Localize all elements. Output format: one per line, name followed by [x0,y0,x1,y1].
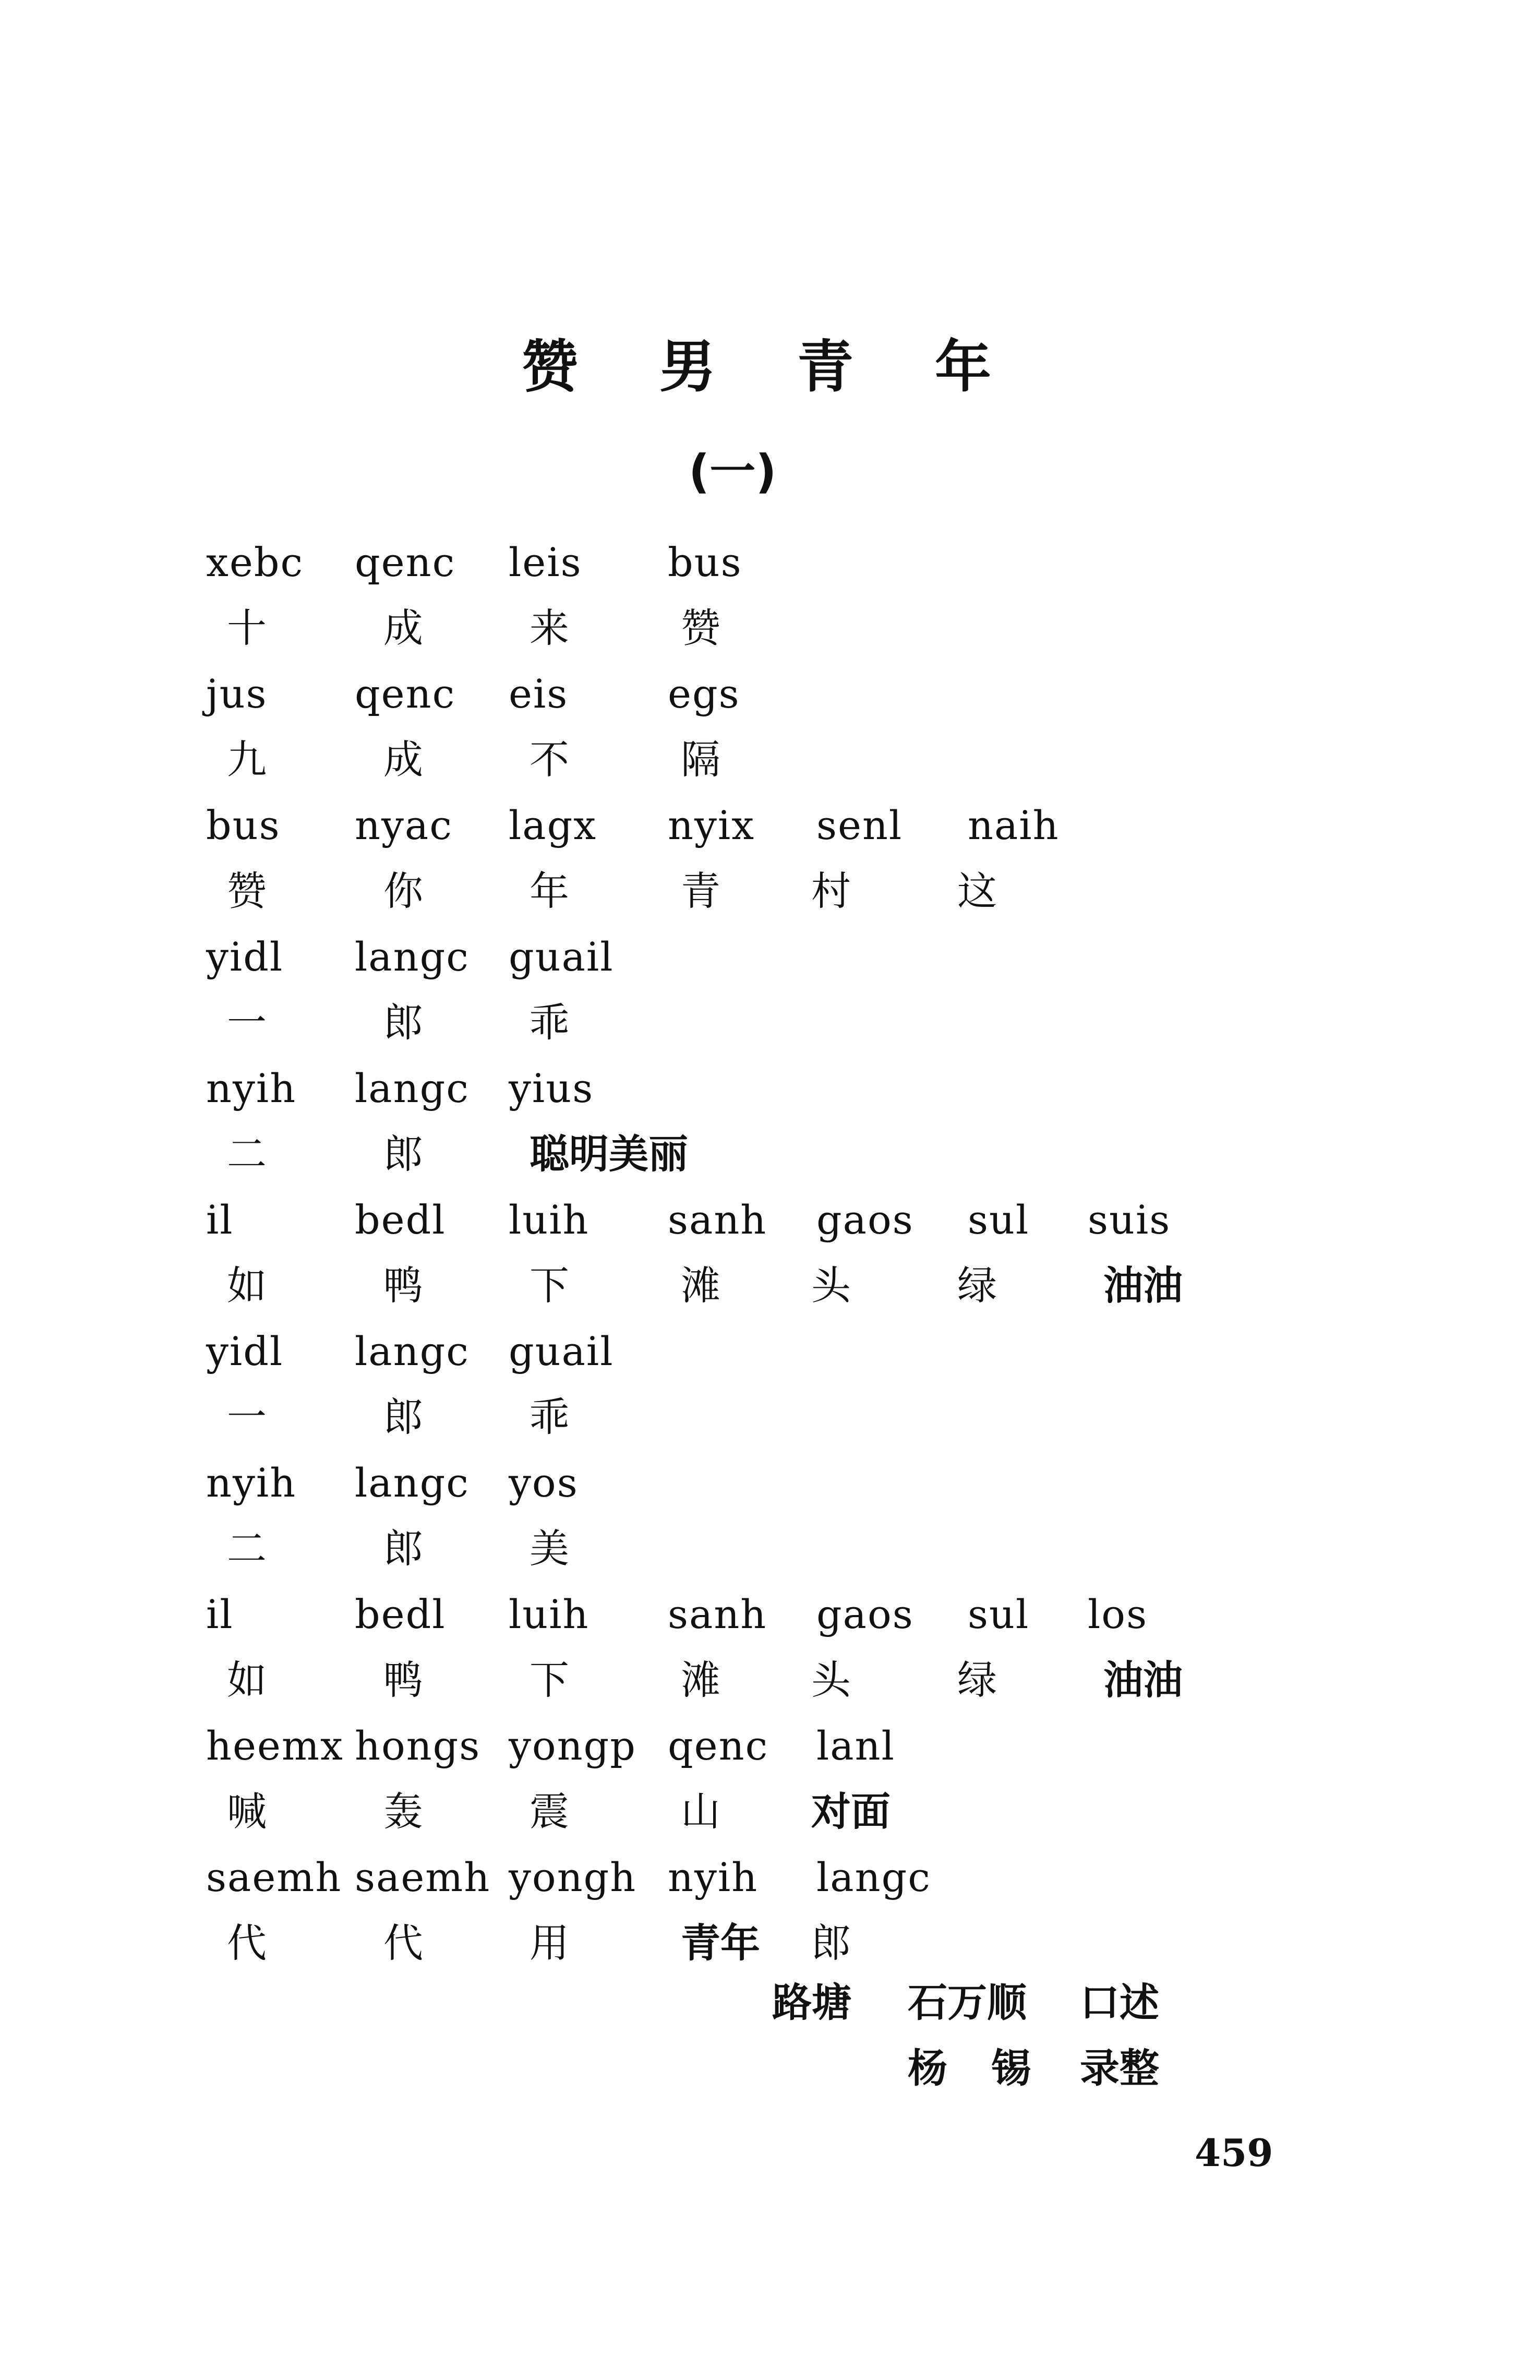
romanized-word: langc [355,1065,470,1111]
romanized-word: saemh [206,1854,342,1900]
chinese-word: 十 [227,605,267,651]
chinese-word: 油油 [1103,1657,1183,1703]
romanized-word: eis [509,671,569,717]
romanized-word: bedl [355,1197,446,1243]
chinese-word: 九 [227,736,267,783]
chinese-word: 震 [530,1788,569,1835]
chinese-word: 滩 [681,1262,720,1309]
chinese-word: 郎 [811,1920,851,1966]
romanized-word: langc [355,1460,470,1506]
credit-text: 锡 [991,2045,1031,2091]
chinese-word: 美 [530,1525,569,1572]
chinese-word: 乖 [530,999,569,1046]
romanized-word: sanh [668,1591,767,1637]
chinese-word: 聪明美丽 [530,1131,688,1177]
chinese-word: 成 [383,736,423,783]
romanized-word: bedl [355,1591,446,1637]
chinese-word: 代 [227,1920,267,1966]
romanized-word: yidl [206,1328,284,1374]
chinese-word: 二 [227,1525,267,1572]
romanized-word: qenc [355,539,456,585]
chinese-word: 用 [530,1920,569,1966]
chinese-word: 鸭 [383,1262,423,1309]
romanized-word: qenc [668,1723,769,1769]
romanized-word: heemx [206,1723,344,1769]
credit-text: 录整 [1080,2045,1159,2091]
chinese-word: 乖 [530,1394,569,1440]
credit-line [772,2045,1189,2114]
chinese-word: 一 [227,1394,267,1440]
chinese-word: 不 [530,736,569,783]
chinese-word: 绿 [957,1262,997,1309]
romanized-word: qenc [355,671,456,717]
romanized-word: sul [968,1591,1030,1637]
poem-title [522,334,991,400]
romanized-word: yongh [509,1854,637,1900]
chinese-word: 头 [811,1657,851,1703]
romanized-word: bus [206,802,281,848]
page-number: 459 [1195,2131,1273,2175]
chinese-word: 成 [383,605,423,651]
chinese-word: 绿 [957,1657,997,1703]
romanized-word: hongs [355,1723,481,1769]
chinese-word: 轰 [383,1788,423,1835]
chinese-word: 这 [957,868,997,914]
romanized-word: guail [509,934,614,980]
chinese-word: 油油 [1103,1262,1183,1309]
chinese-word: 如 [227,1262,267,1309]
romanized-word: lanl [816,1723,895,1769]
romanized-word: nyih [206,1065,297,1111]
chinese-word: 郎 [383,999,423,1046]
chinese-word: 郎 [383,1131,423,1177]
romanized-word: nyac [355,802,453,848]
credit-text: 石万顺 [908,1979,1027,2026]
chinese-word: 下 [530,1262,569,1309]
romanized-word: lagx [509,802,597,848]
romanized-word: egs [668,671,740,717]
chinese-word: 二 [227,1131,267,1177]
romanized-word: suis [1088,1197,1171,1243]
romanized-word: il [206,1591,234,1637]
title-char: 年 [934,334,991,400]
romanized-word: yongp [509,1723,636,1769]
chinese-word: 头 [811,1262,851,1309]
chinese-word: 山 [681,1788,720,1835]
credit-line [772,1979,1189,2049]
chinese-word: 喊 [227,1788,267,1835]
romanized-word: gaos [816,1197,914,1243]
chinese-word: 郎 [383,1394,423,1440]
romanized-word: yidl [206,934,284,980]
romanized-word: leis [509,539,582,585]
title-char: 青 [797,334,853,400]
chinese-word: 你 [383,868,423,914]
chinese-word: 青 [681,868,720,914]
romanized-word: gaos [816,1591,914,1637]
credit-text: 口述 [1080,1979,1159,2026]
chinese-word: 隔 [681,736,720,783]
chinese-word: 鸭 [383,1657,423,1703]
chinese-word: 如 [227,1657,267,1703]
romanized-word: yos [509,1460,579,1506]
section-number: (一) [689,445,777,498]
romanized-word: nyih [206,1460,297,1506]
chinese-word: 村 [811,868,851,914]
chinese-word: 来 [530,605,569,651]
chinese-word: 滩 [681,1657,720,1703]
title-char: 男 [659,334,716,400]
chinese-word: 赞 [227,868,267,914]
chinese-word: 年 [530,868,569,914]
romanized-word: senl [816,802,903,848]
chinese-word: 对面 [811,1788,891,1835]
romanized-word: xebc [206,539,304,585]
chinese-word: 下 [530,1657,569,1703]
romanized-word: jus [206,671,268,717]
romanized-word: langc [355,934,470,980]
romanized-word: sanh [668,1197,767,1243]
romanized-word: saemh [355,1854,491,1900]
chinese-word: 赞 [681,605,720,651]
chinese-word: 代 [383,1920,423,1966]
romanized-word: nyih [668,1854,759,1900]
romanized-word: langc [816,1854,931,1900]
romanized-word: il [206,1197,234,1243]
romanized-word: langc [355,1328,470,1374]
chinese-word: 青年 [681,1920,760,1966]
romanized-word: sul [968,1197,1030,1243]
romanized-word: los [1088,1591,1148,1637]
romanized-word: nyix [668,802,755,848]
title-char: 赞 [522,334,579,400]
romanized-word: bus [668,539,742,585]
credits [772,1979,1189,2114]
chinese-word: 郎 [383,1525,423,1572]
romanized-word: naih [968,802,1060,848]
chinese-word: 一 [227,999,267,1046]
romanized-word: guail [509,1328,614,1374]
credit-text: 杨 [908,2045,947,2091]
romanized-word: yius [509,1065,594,1111]
romanized-word: luih [509,1591,589,1637]
credit-text: 路塘 [772,1979,851,2026]
romanized-word: luih [509,1197,589,1243]
